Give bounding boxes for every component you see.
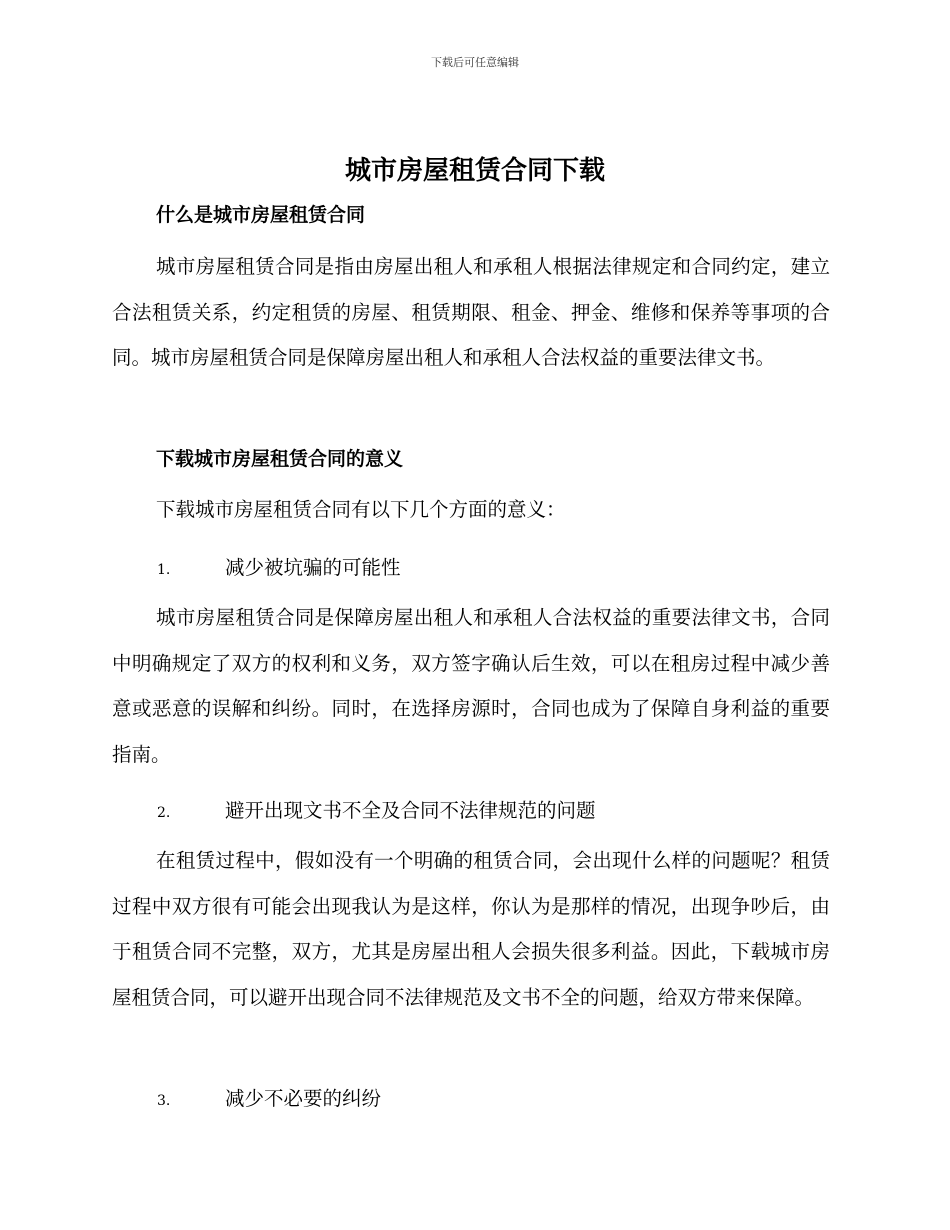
list-item-3: [157, 1083, 381, 1111]
section-heading-significance: 下载城市房屋租赁合同的意义: [156, 448, 404, 470]
paragraph-item-2: 在租赁过程中，假如没有一个明确的租赁合同，会出现什么样的问题呢？租赁过程中双方很有可能会出现我认为是这样，你认为是那样的情况，出现争吵后，由于租赁合同不完整，双方，尤其是房屋出租人会损失很多利益。因此，下载城市房屋租赁合同，可以避开出现合同不法律规范及文书不全的问题，给双方带来保障。: [112, 849, 830, 1009]
list-item-1: [157, 552, 401, 580]
paragraph-item-1: 城市房屋租赁合同是保障房屋出租人和承租人合法权益的重要法律文书，合同中明确规定了双方的权利和义务，双方签字确认后生效，可以在租房过程中减少善意或恶意的误解和纠纷。同时，在选择房源时，合同也成为了保障自身利益的重要指南。: [112, 606, 830, 766]
list-item-2: [157, 795, 596, 823]
list-item-title: 减少被坑骗的可能性: [225, 556, 401, 579]
paragraph-intro: 下载城市房屋租赁合同有以下几个方面的意义：: [156, 498, 566, 521]
section-heading-what-is: 什么是城市房屋租赁合同: [156, 204, 366, 226]
list-item-title: 避开出现文书不全及合同不法律规范的问题: [225, 799, 596, 822]
list-item-title: 减少不必要的纠纷: [225, 1087, 382, 1110]
list-number: 2.: [157, 805, 171, 821]
paragraph-definition: 城市房屋租赁合同是指由房屋出租人和承租人根据法律规定和合同约定，建立合法租赁关系，约定租赁的房屋、租赁期限、租金、押金、维修和保养等事项的合同。城市房屋租赁合同是保障房屋出租人和承租人合法权益的重要法律文书。: [112, 255, 830, 369]
list-number: 1.: [157, 562, 171, 578]
list-number: 3.: [157, 1093, 171, 1109]
document-title: 城市房屋租赁合同下载: [344, 156, 605, 186]
header-note: 下载后可任意编辑: [431, 56, 519, 69]
